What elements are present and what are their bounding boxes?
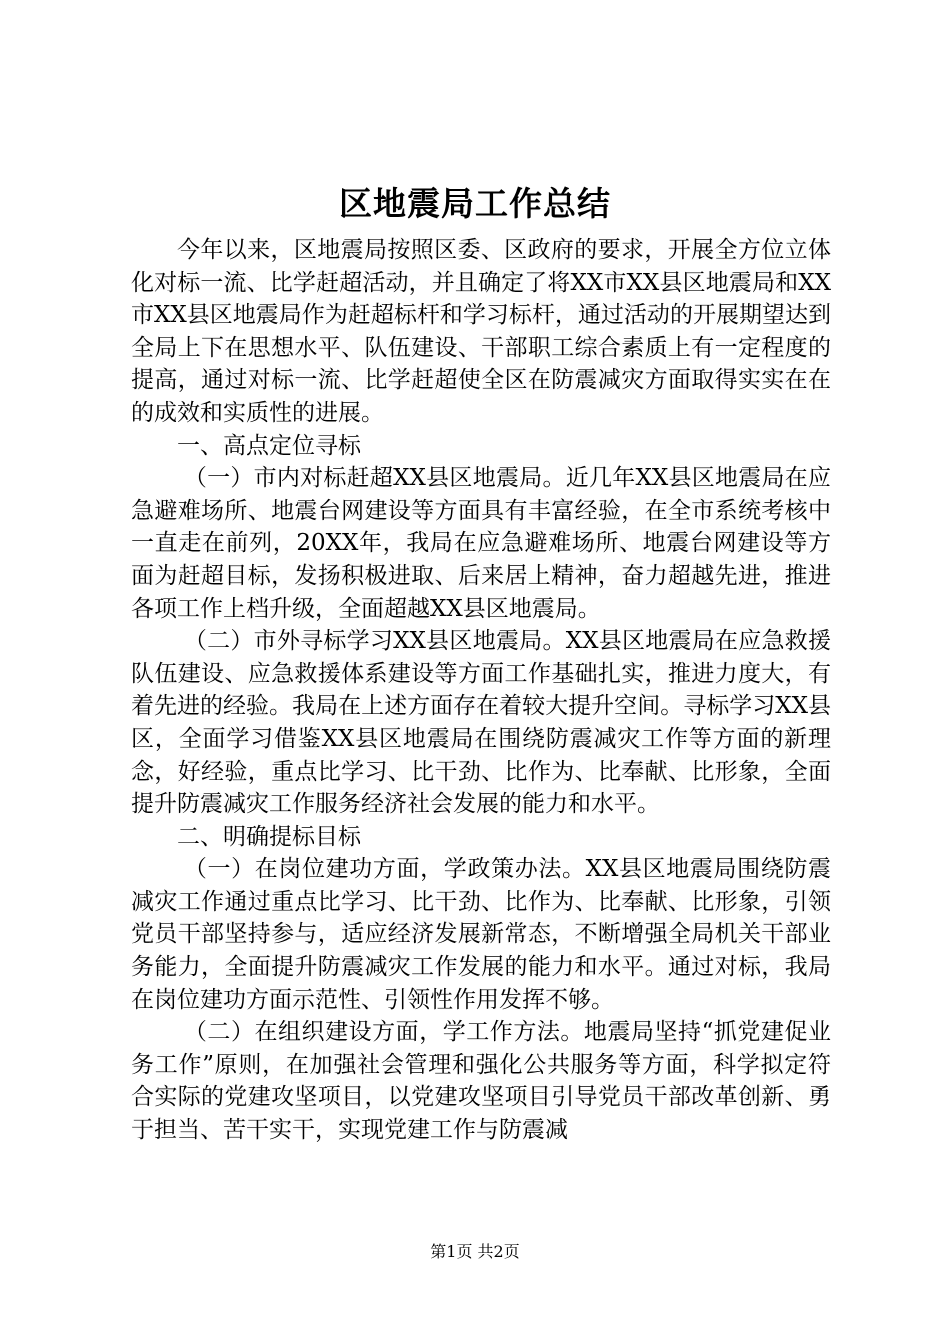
paragraph-1-1: （一）市内对标赶超XX县区地震局。近几年XX县区地震局在应急避难场所、地震台网建设等方面具有丰富经验，在全市系统考核中一直走在前列，20XX年，我局在应急避难场所、地震台网建设等方面为赶超目标，发扬积极进取、后来居上精神，奋力超越先进，推进各项工作上档升级，全面超越XX县区地震局。 [131,465,831,622]
paragraph-2-2: （二）在组织建设方面，学工作方法。地震局坚持“抓党建促业务工作”原则，在加强社会管理和强化公共服务等方面，科学拟定符合实际的党建攻坚项目，以党建攻坚项目引导党员干部改革创新、勇于担当、苦干实干，实现党建工作与防震减 [131,1019,831,1144]
paragraph-1-2: （二）市外寻标学习XX县区地震局。XX县区地震局在应急救援队伍建设、应急救援体系建设等方面工作基础扎实，推进力度大，有着先进的经验。我局在上述方面存在着较大提升空间。寻标学习XX县区，全面学习借鉴XX县区地震局在围绕防震减灾工作等方面的新理念，好经验，重点比学习、比干劲、比作为、比奉献、比形象，全面提升防震减灾工作服务经济社会发展的能力和水平。 [131,628,831,818]
section-heading-2: 二、明确提标目标 [177,823,361,850]
document-title: 区地震局工作总结 [339,184,611,223]
document-body [131,234,831,1147]
page-footer: 第1页 共2页 [430,1242,520,1261]
section-heading-1: 一、高点定位寻标 [177,432,361,459]
paragraph-2-1: （一）在岗位建功方面，学政策办法。XX县区地震局围绕防震减灾工作通过重点比学习、比干劲、比作为、比奉献、比形象，引领党员干部坚持参与，适应经济发展新常态，不断增强全局机关干部业务能力，全面提升防震减灾工作发展的能力和水平。通过对标，我局在岗位建功方面示范性、引领性作用发挥不够。 [131,856,831,1013]
paragraph-intro: 今年以来，区地震局按照区委、区政府的要求，开展全方位立体化对标一流、比学赶超活动，并且确定了将XX市XX县区地震局和XX市XX县区地震局作为赶超标杆和学习标杆，通过活动的开展期望达到全局上下在思想水平、队伍建设、干部职工综合素质上有一定程度的提高，通过对标一流、比学赶超使全区在防震减灾方面取得实实在在的成效和实质性的进展。 [131,237,831,426]
